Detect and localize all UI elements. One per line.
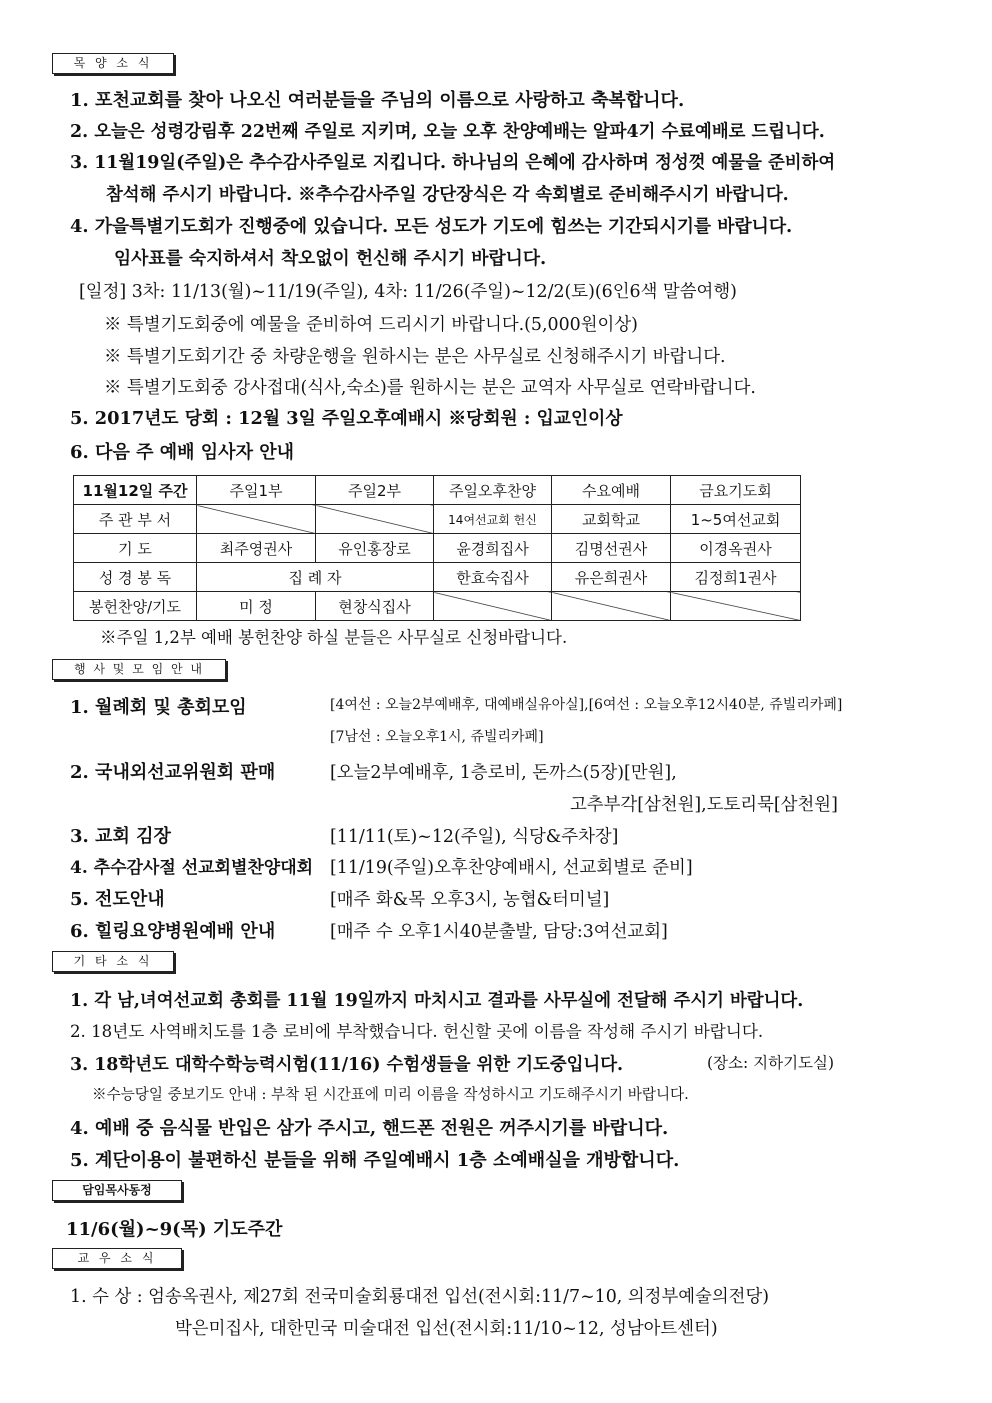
etc-item-3-note: ※수능당일 중보기도 안내 : 부착 된 시간표에 미리 이름을 작성하시고 기도해주시기 바랍니다. — [92, 1086, 689, 1103]
pastoral-item-1: 1. 포천교회를 찾아 나오신 여러분들을 주님의 이름으로 사랑하고 축복합니다. — [70, 90, 685, 111]
prayer-note-3: ※ 특별기도회중 강사접대(식사,숙소)를 원하시는 분은 교역자 사무실로 연락바랍니다. — [104, 378, 756, 398]
pastor-item: 11/6(월)~9(목) 기도주간 — [66, 1219, 283, 1240]
table-row — [74, 534, 801, 563]
pastoral-item-4: 4. 가을특별기도회가 진행중에 있습니다. 모든 성도가 기도에 힘쓰는 기간되시기를 바랍니다. — [70, 216, 793, 237]
table-cell: 김명선권사 — [552, 534, 671, 563]
table-header-cell: 11월12일 주간 — [74, 476, 197, 505]
event-1-detail-2: [7남선 : 오늘오후1시, 쥬빌리카페] — [330, 729, 544, 745]
table-cell-empty — [197, 505, 316, 534]
pastoral-item-5: 5. 2017년도 당회 : 12월 3일 주일오후예배시 ※당회원 : 입교인이상 — [70, 408, 623, 429]
worship-schedule-table — [73, 475, 801, 621]
prayer-schedule: [일정] 3차: 11/13(월)~11/19(주일), 4차: 11/26(주일)~12/2(토)(6인6색 말씀여행) — [79, 282, 737, 302]
event-1-detail: [4여선 : 오늘2부예배후, 대예배실유아실],[6여선 : 오늘오후12시40분, 쥬빌리카페] — [330, 697, 843, 713]
event-1-label: 1. 월례회 및 총회모임 — [70, 697, 247, 718]
event-3-detail: [11/11(토)~12(주일), 식당&주차장] — [330, 827, 619, 847]
table-cell: 한효숙집사 — [434, 563, 552, 592]
member-item-1-cont: 박은미집사, 대한민국 미술대전 입선(전시회:11/10~12, 성남아트센터) — [175, 1319, 718, 1339]
table-cell: 기 도 — [74, 534, 197, 563]
event-5-detail: [매주 화&목 오후3시, 농협&터미널] — [330, 890, 610, 910]
event-5-label: 5. 전도안내 — [70, 889, 165, 910]
pastoral-item-2: 2. 오늘은 성령강림후 22번째 주일로 지키며, 오늘 오후 찬양예배는 알파4기 수료예배로 드립니다. — [70, 122, 825, 142]
etc-item-3: 3. 18학년도 대학수학능력시험(11/16) 수험생들을 위한 기도중입니다. — [70, 1055, 624, 1075]
table-cell: 이경옥권사 — [671, 534, 801, 563]
table-cell: 14여선교회 헌신 — [434, 505, 552, 534]
table-cell: 윤경희집사 — [434, 534, 552, 563]
table-header-cell: 주일2부 — [316, 476, 434, 505]
schedule-note: ※주일 1,2부 예배 봉헌찬양 하실 분들은 사무실로 신청바랍니다. — [100, 628, 568, 647]
table-cell-empty — [552, 592, 671, 621]
table-cell: 성 경 봉 독 — [74, 563, 197, 592]
table-cell: 미 정 — [197, 592, 316, 621]
table-cell: 집 례 자 — [197, 563, 434, 592]
etc-item-1: 1. 각 남,녀여선교회 총회를 11월 19일까지 마치시고 결과를 사무실에 전달해 주시기 바랍니다. — [70, 991, 804, 1011]
table-cell: 최주영권사 — [197, 534, 316, 563]
event-2-detail-2: 고추부각[삼천원],도토리묵[삼천원] — [570, 795, 838, 815]
table-row — [74, 563, 801, 592]
table-header-row — [74, 476, 801, 505]
etc-item-5: 5. 계단이용이 불편하신 분들을 위해 주일예배시 1층 소예배실을 개방합니다. — [70, 1150, 680, 1171]
section-tag-events: 행 사 및 모 임 안 내 — [52, 659, 226, 680]
prayer-note-2: ※ 특별기도회기간 중 차량운행을 원하시는 분은 사무실로 신청해주시기 바랍니다. — [104, 347, 726, 367]
table-row — [74, 505, 801, 534]
pastoral-item-3-cont: 참석해 주시기 바랍니다. ※추수감사주일 강단장식은 각 속회별로 준비해주시기 바랍니다. — [106, 185, 789, 205]
member-item-1: 1. 수 상 : 엄송옥권사, 제27회 전국미술회룡대전 입선(전시회:11/7~10, 의정부예술의전당) — [70, 1287, 770, 1307]
etc-item-2: 2. 18년도 사역배치도를 1층 로비에 부착했습니다. 헌신할 곳에 이름을 작성해 주시기 바랍니다. — [70, 1022, 764, 1041]
event-2-detail: [오늘2부예배후, 1층로비, 돈까스(5장)[만원], — [330, 763, 677, 783]
table-header-cell: 주일오후찬양 — [434, 476, 552, 505]
table-cell: 김정희1권사 — [671, 563, 801, 592]
section-tag-pastoral: 목 양 소 식 — [52, 53, 174, 74]
event-4-label: 4. 추수감사절 선교회별찬양대회 — [70, 858, 314, 878]
table-cell: 유인홍장로 — [316, 534, 434, 563]
pastoral-item-3: 3. 11월19일(주일)은 추수감사주일로 지킵니다. 하나님의 은혜에 감사하며 정성껏 예물을 준비하여 — [70, 153, 836, 173]
table-cell: 교회학교 — [552, 505, 671, 534]
section-tag-members: 교 우 소 식 — [52, 1248, 182, 1269]
table-cell-empty — [671, 592, 801, 621]
table-cell: 현창식집사 — [316, 592, 434, 621]
table-header-cell: 주일1부 — [197, 476, 316, 505]
event-4-detail: [11/19(주일)오후찬양예배시, 선교회별로 준비] — [330, 858, 693, 878]
table-cell-empty — [316, 505, 434, 534]
section-tag-etc: 기 타 소 식 — [52, 951, 174, 972]
event-6-label: 6. 힐링요양병원예배 안내 — [70, 921, 276, 942]
etc-item-3-place: (장소: 지하기도실) — [707, 1054, 835, 1072]
table-cell-empty — [434, 592, 552, 621]
table-cell: 유은희권사 — [552, 563, 671, 592]
prayer-note-1: ※ 특별기도회중에 예물을 준비하여 드리시기 바랍니다.(5,000원이상) — [104, 315, 638, 335]
table-cell: 봉헌찬양/기도 — [74, 592, 197, 621]
event-6-detail: [매주 수 오후1시40분출발, 담당:3여선교회] — [330, 922, 668, 942]
table-cell: 주 관 부 서 — [74, 505, 197, 534]
pastoral-item-6: 6. 다음 주 예배 임사자 안내 — [70, 442, 295, 463]
section-tag-pastor: 담임목사동정 — [52, 1180, 182, 1201]
event-3-label: 3. 교회 김장 — [70, 826, 171, 847]
table-header-cell: 금요기도회 — [671, 476, 801, 505]
pastoral-item-4-cont: 임사표를 숙지하셔서 착오없이 헌신해 주시기 바랍니다. — [114, 248, 547, 269]
table-row — [74, 592, 801, 621]
table-header-cell: 수요예배 — [552, 476, 671, 505]
table-cell: 1~5여선교회 — [671, 505, 801, 534]
event-2-label: 2. 국내외선교위원회 판매 — [70, 762, 276, 783]
etc-item-4: 4. 예배 중 음식물 반입은 삼가 주시고, 핸드폰 전원은 꺼주시기를 바랍니다. — [70, 1118, 669, 1139]
